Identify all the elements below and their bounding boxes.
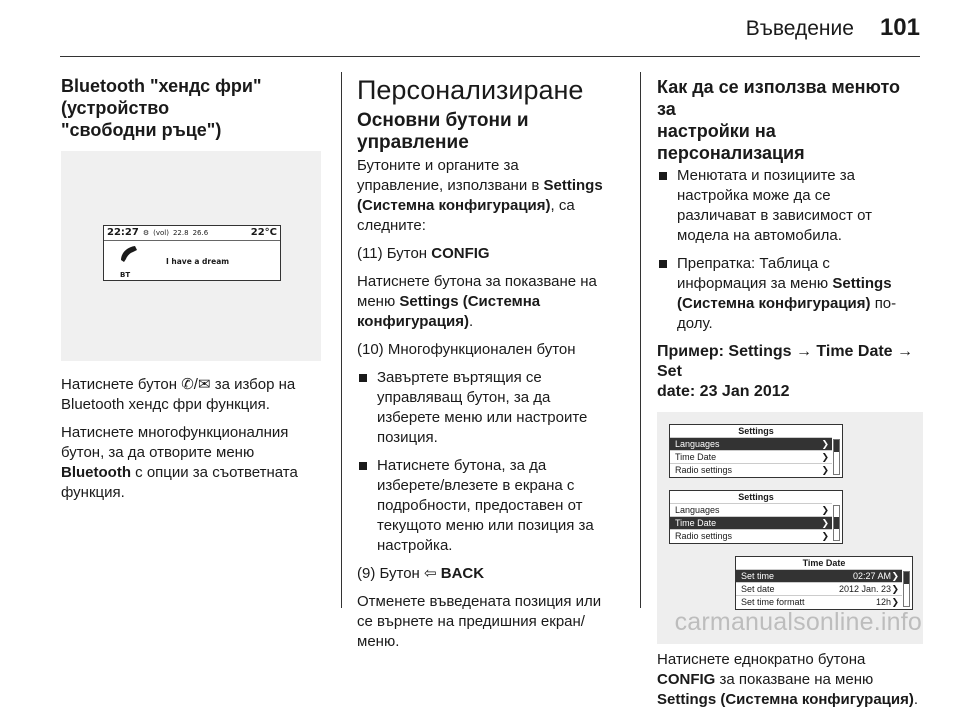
menu-row-time-date: Time Date ❯ [670, 450, 832, 463]
display-value-2: 26.6 [192, 229, 209, 237]
column-bluetooth [61, 75, 329, 511]
chevron-right-icon: ❯ [821, 465, 829, 475]
chevron-right-icon: ❯ [891, 571, 899, 581]
menu-row-radio-settings: Radio settings ❯ [670, 463, 832, 476]
menu-row-languages: Languages ❯ [670, 437, 832, 450]
chevron-right-icon: ❯ [891, 597, 899, 607]
settings-screen-2: Settings Languages ❯ Time Date ❯ Radio settings ❯ [669, 490, 843, 544]
paragraph: Натиснете многофункционалния бутон, за да отворите меню Bluetooth с опции за съответната функция. [61, 424, 298, 501]
chevron-right-icon: ❯ [891, 584, 899, 594]
chevron-right-icon: ❯ [821, 505, 829, 515]
menu-row-languages: Languages ❯ [670, 503, 832, 516]
back-arrow-icon: ⇦ [424, 565, 437, 582]
example-heading: Пример: Settings → Time Date → Set date: 23 Jan 2012 [657, 343, 914, 400]
time-date-screen: Time Date Set time 02:27 AM ❯ Set date 2012 Jan. 23 ❯ Set time formatt 12h ❯ [735, 556, 913, 610]
volume-indicator: (vol) [153, 229, 169, 237]
display-value-1: 22.8 [172, 229, 189, 237]
section-title: Въведение [745, 17, 854, 40]
config-button-item: (11) Бутон CONFIG [357, 245, 490, 262]
back-button-item: (9) Бутон ⇦ BACK [357, 565, 485, 582]
scrollbar [833, 439, 840, 475]
column-divider [341, 72, 342, 608]
song-title: I have a dream [166, 257, 230, 266]
display-temperature: 22°C [250, 227, 277, 238]
watermark: carmanualsonline.info [674, 608, 922, 636]
paragraph: Бутоните и органите за управление, използвани в Settings (Системна конфигурация), са следните: [357, 157, 603, 234]
menu-row-set-date: Set date 2012 Jan. 23 ❯ [736, 582, 902, 595]
settings-screen-1: Settings Languages ❯ Time Date ❯ Radio settings ❯ [669, 424, 843, 478]
page-number: 101 [879, 14, 920, 41]
bullet-square [359, 462, 367, 470]
settings-icon: ⚙ [142, 229, 150, 237]
section-heading: Персонализиране [357, 75, 584, 105]
radio-display [103, 225, 281, 281]
bullet-item: Завъртете въртящия се управляващ бутон, за да изберете меню или настроите позиция. [357, 368, 629, 448]
bullet-square [359, 374, 367, 382]
bullet-square [659, 260, 667, 268]
paragraph: Отменете въведената позиция или се върнете на предишния екран/ меню. [357, 593, 602, 650]
bullet-item: Натиснете бутона, за да изберете/влезете в екрана с подробности, предоставен от текущото меню или позиция за настройка. [357, 456, 629, 556]
subsection-heading: Основни бутони и управление [357, 110, 529, 153]
paragraph: Натиснете еднократно бутона CONFIG за показване на меню Settings (Системна конфигурация). [657, 651, 919, 708]
menu-row-set-time-format: Set time formatt 12h ❯ [736, 595, 902, 608]
header-rule [60, 56, 920, 57]
phone-message-icon: ✆/✉ [181, 376, 211, 393]
bullet-item: Препратка: Таблица с информация за меню Settings (Системна конфигурация) по- долу. [657, 254, 921, 334]
column-divider [640, 72, 641, 608]
chevron-right-icon: ❯ [821, 452, 829, 462]
bullet-item: Менютата и позициите за настройка може да се различават в зависимост от модела на автомобила. [657, 166, 921, 246]
page-header [746, 14, 920, 42]
menu-row-set-time: Set time 02:27 AM ❯ [736, 569, 902, 582]
multifunction-button-item: (10) Многофункционален бутон [357, 341, 576, 358]
menu-usage-heading: Как да се използва менюто за настройки на персонализация [657, 77, 901, 163]
phone-handset-icon [118, 244, 140, 264]
bluetooth-display-photo [61, 151, 321, 361]
menu-row-time-date: Time Date ❯ [670, 516, 832, 529]
display-time: 22:27 [107, 227, 139, 238]
scrollbar [903, 571, 910, 607]
paragraph: Натиснете бутон ✆/✉ за избор на Bluetooth хендс фри функция. [61, 376, 296, 413]
bullet-square [659, 172, 667, 180]
menu-row-radio-settings: Radio settings ❯ [670, 529, 832, 542]
scrollbar [833, 505, 840, 541]
chevron-right-icon: ❯ [821, 531, 829, 541]
bluetooth-label: BT [120, 271, 131, 279]
column-personalization [357, 74, 629, 660]
paragraph: Натиснете бутона за показване на меню Settings (Системна конфигурация). [357, 273, 597, 330]
chevron-right-icon: ❯ [821, 518, 829, 528]
chevron-right-icon: ❯ [821, 439, 829, 449]
bluetooth-heading: Bluetooth "хендс фри" (устройство "свободни ръце") [61, 76, 262, 140]
